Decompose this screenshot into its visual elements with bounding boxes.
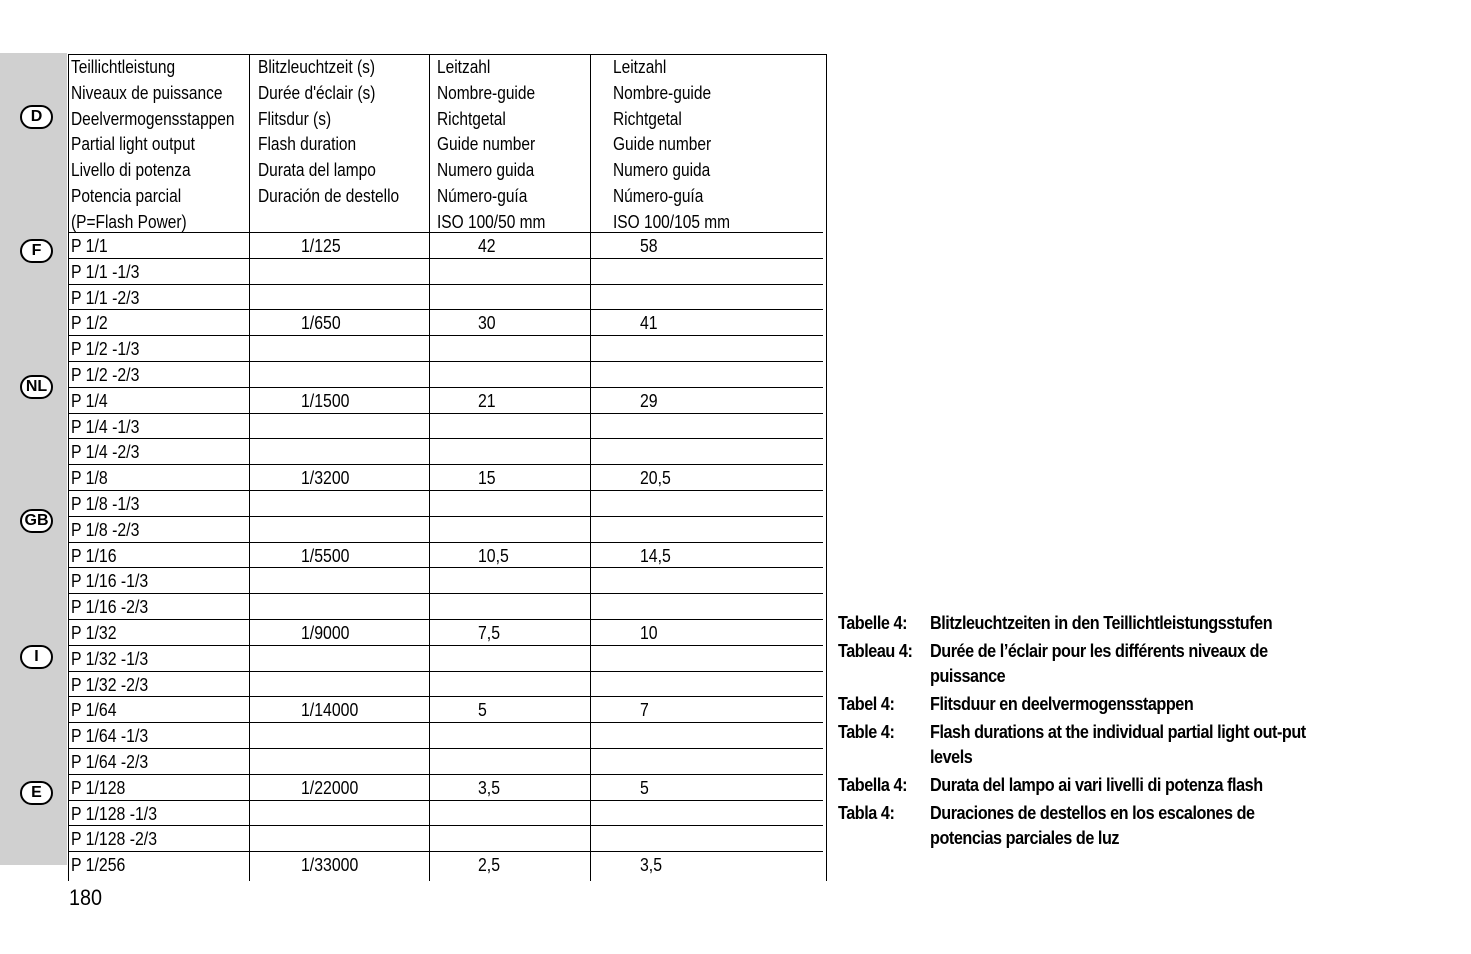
caption [838,773,1358,798]
table-row [68,490,823,516]
cell-power-level: P 1/128 [71,777,126,798]
table-row [68,851,823,877]
caption-text: Durata del lampo ai vari livelli di potenza flash [930,775,1263,795]
table-row [68,309,823,335]
cell-power-level: P 1/16 -1/3 [71,571,149,592]
cell-power-level: P 1/256 [71,855,126,876]
table-row [68,774,823,800]
table-row [68,232,823,258]
caption-label: Tabella 4: [838,775,908,795]
cell-guide-number-105: 5 [640,777,649,798]
table-row [68,619,823,645]
caption [838,720,1358,770]
table-captions [838,611,1358,854]
cell-guide-number-50: 30 [478,313,496,334]
caption-text: Duraciones de destellos en los escalones de potencias parciales de luz [930,803,1255,848]
table-row [68,542,823,568]
table-row [68,361,823,387]
cell-power-level: P 1/2 [71,313,108,334]
cell-guide-number-50: 21 [478,390,496,411]
language-badge-i: I [20,645,53,669]
language-badge-f: F [20,239,53,263]
cell-power-level: P 1/16 [71,545,117,566]
caption-label: Tabel 4: [838,694,895,714]
table-row [68,593,823,619]
table-row [68,464,823,490]
cell-power-level: P 1/8 -1/3 [71,494,140,514]
header-partial-light-output: Teillichtleistung Niveaux de puissance Deelvermogensstappen Partial light output Livello di potenza Potencia parcial (P=Flash Power) [71,57,235,232]
table-row [68,284,823,310]
language-badge-e: E [20,781,53,805]
language-badge-nl: NL [20,375,53,399]
caption [838,801,1358,851]
cell-power-level: P 1/64 -1/3 [71,726,149,747]
cell-power-level: P 1/64 [71,700,117,721]
caption-text: Blitzleuchtzeiten in den Teillichtleistungsstufen [930,613,1273,633]
cell-power-level: P 1/8 -2/3 [71,519,140,540]
cell-power-level: P 1/32 -2/3 [71,674,149,695]
cell-flash-duration: 1/3200 [301,468,350,489]
table-row [68,748,823,774]
cell-guide-number-50: 3,5 [478,777,501,798]
cell-guide-number-105: 20,5 [640,468,671,489]
caption [838,639,1358,689]
cell-power-level: P 1/128 -1/3 [71,803,158,824]
cell-power-level: P 1/16 -2/3 [71,597,149,618]
cell-power-level: P 1/1 [71,236,108,256]
table-row [68,387,823,413]
caption [838,692,1358,717]
caption-text: Durée de l’éclair pour les différents niveaux de puissance [930,641,1268,686]
cell-guide-number-105: 41 [640,313,658,334]
cell-power-level: P 1/32 [71,623,117,643]
table-row [68,645,823,671]
table-row [68,258,823,284]
cell-power-level: P 1/8 [71,468,108,489]
header-flash-duration: Blitzleuchtzeit (s) Durée d'éclair (s) Flitsdur (s) Flash duration Durata del lampo Duración de destello [258,57,400,206]
cell-power-level: P 1/128 -2/3 [71,829,158,850]
cell-power-level: P 1/2 -1/3 [71,339,140,360]
cell-flash-duration: 1/33000 [301,855,359,876]
table-row [68,335,823,361]
cell-guide-number-105: 10 [640,623,658,643]
cell-guide-number-50: 42 [478,236,496,256]
cell-power-level: P 1/4 -1/3 [71,416,140,437]
cell-guide-number-50: 15 [478,468,496,489]
caption-text: Flitsduur en deelvermogensstappen [930,694,1194,714]
caption-label: Tabla 4: [838,803,895,823]
header-guide-number-105mm: Leitzahl Nombre-guide Richtgetal Guide number Numero guida Número-guía ISO 100/105 mm [613,57,731,232]
table-row [68,567,823,593]
caption-text: Flash durations at the individual partial light out-put levels [930,722,1306,767]
cell-flash-duration: 1/5500 [301,545,350,566]
cell-flash-duration: 1/9000 [301,623,350,643]
cell-flash-duration: 1/650 [301,313,341,334]
table-row [68,825,823,851]
cell-guide-number-50: 5 [478,700,487,721]
cell-guide-number-105: 58 [640,236,658,256]
cell-guide-number-105: 29 [640,390,658,411]
cell-flash-duration: 1/22000 [301,777,359,798]
cell-guide-number-50: 7,5 [478,623,501,643]
caption-label: Tableau 4: [838,641,913,661]
language-sidebar [0,53,67,865]
caption-label: Table 4: [838,722,895,742]
table-row [68,438,823,464]
cell-guide-number-105: 3,5 [640,855,663,876]
table-row [68,696,823,722]
caption [838,611,1358,636]
cell-guide-number-105: 7 [640,700,649,721]
cell-guide-number-50: 10,5 [478,545,509,566]
table-row [68,516,823,542]
table-row [68,671,823,697]
cell-flash-duration: 1/14000 [301,700,359,721]
cell-power-level: P 1/4 -2/3 [71,442,140,463]
cell-power-level: P 1/32 -1/3 [71,648,149,669]
cell-guide-number-105: 14,5 [640,545,671,566]
header-guide-number-50mm: Leitzahl Nombre-guide Richtgetal Guide number Numero guida Número-guía ISO 100/50 mm [437,57,546,232]
language-badge-gb: GB [20,509,53,533]
cell-flash-duration: 1/1500 [301,390,350,411]
language-badge-d: D [20,105,53,129]
cell-power-level: P 1/64 -2/3 [71,752,149,772]
cell-power-level: P 1/1 -1/3 [71,261,140,282]
cell-power-level: P 1/4 [71,390,108,411]
page-number: 180 [69,885,103,910]
cell-guide-number-50: 2,5 [478,855,501,876]
cell-power-level: P 1/1 -2/3 [71,287,140,308]
table-row [68,800,823,826]
cell-flash-duration: 1/125 [301,236,341,256]
cell-power-level: P 1/2 -2/3 [71,365,140,385]
flash-duration-table [68,54,827,881]
caption-label: Tabelle 4: [838,613,908,633]
table-row [68,413,823,439]
table-row [68,722,823,748]
